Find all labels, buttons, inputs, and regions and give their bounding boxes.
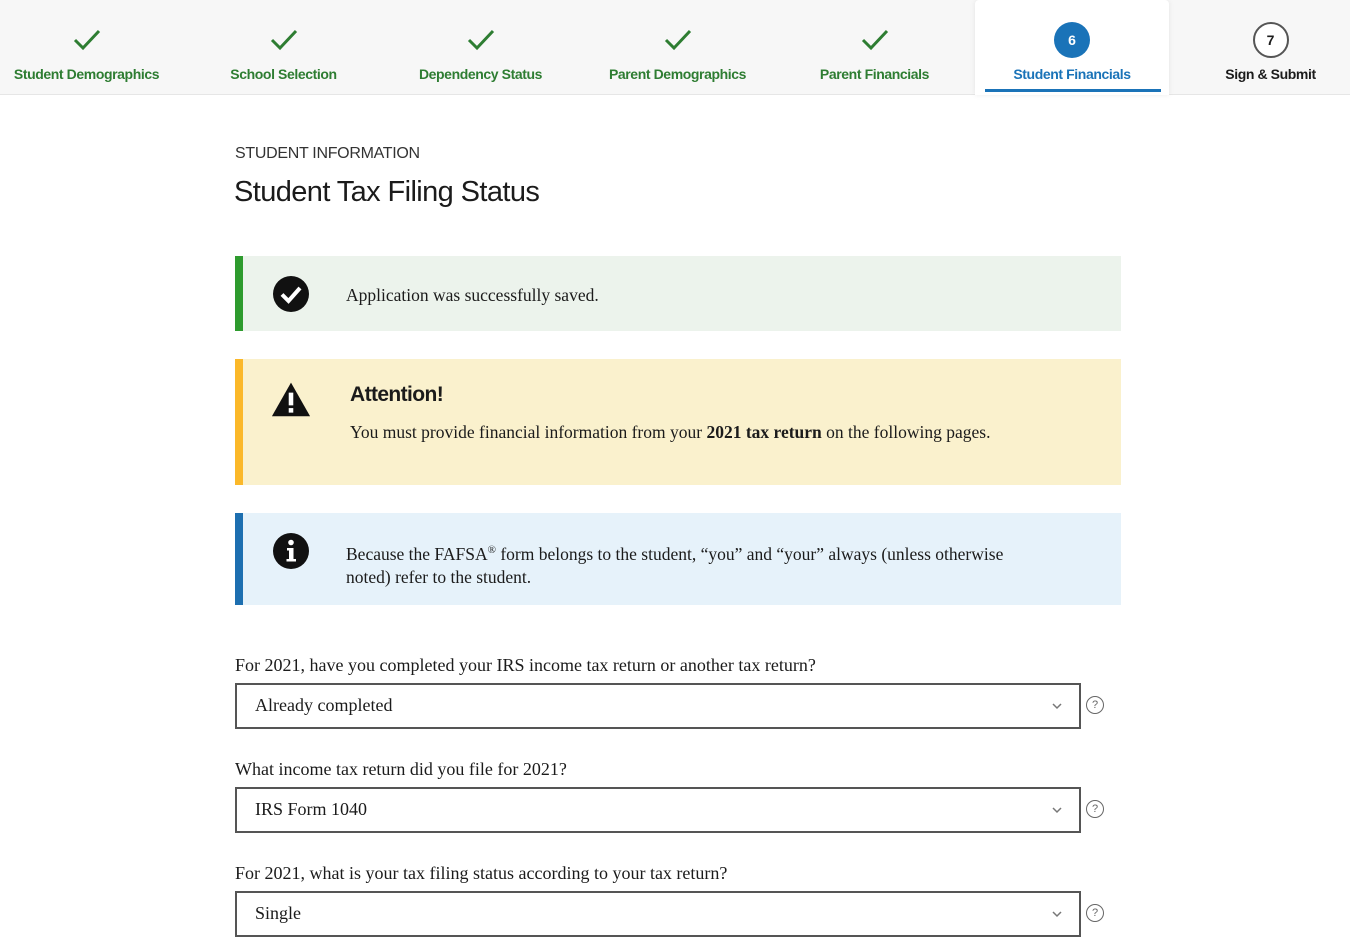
info-circle-icon [271,531,311,571]
step-label: School Selection [230,66,337,82]
step-sign-submit[interactable] [1172,0,1350,95]
active-step-underline [985,89,1161,92]
chevron-down-icon [1051,700,1063,712]
section-eyebrow: STUDENT INFORMATION [235,145,420,162]
chevron-down-icon [1051,804,1063,816]
step-student-demographics[interactable] [0,0,185,95]
checkmark-icon [660,22,696,58]
step-school-selection[interactable] [185,0,382,95]
step-student-financials[interactable] [975,0,1169,95]
warning-heading: Attention! [350,383,444,406]
warning-alert [235,359,1121,485]
page-title: Student Tax Filing Status [234,176,540,208]
select-value: Single [255,903,302,923]
tax-return-type-select[interactable] [235,787,1081,833]
select-value: IRS Form 1040 [255,799,368,819]
step-number-badge: 7 [1253,22,1289,58]
checkmark-icon [266,22,302,58]
step-label: Parent Demographics [608,66,747,82]
check-circle-icon [271,274,311,314]
checkmark-icon [69,22,105,58]
step-label: Sign & Submit [1225,66,1316,82]
warning-message: You must provide financial information from your 2021 tax return on the following pages. [350,422,991,442]
help-icon[interactable]: ? [1086,696,1104,714]
help-icon[interactable]: ? [1086,800,1104,818]
chevron-down-icon [1051,908,1063,920]
step-number-badge: 6 [1054,22,1090,58]
step-parent-financials[interactable] [776,0,973,95]
success-message: Application was successfully saved. [346,285,599,305]
question-label: For 2021, what is your tax filing status according to your tax return? [235,863,728,883]
tax-return-completed-select[interactable] [235,683,1081,729]
info-message: Because the FAFSA® form belongs to the student, “you” and “your” always (unless otherwise noted) refer to the student. [346,543,1004,587]
warning-triangle-icon [271,379,311,419]
info-alert [235,513,1121,605]
step-label: Parent Financials [819,66,930,82]
question-label: For 2021, have you completed your IRS income tax return or another tax return? [235,655,816,675]
step-label: Student Financials [1013,66,1131,82]
help-icon[interactable]: ? [1086,904,1104,922]
step-parent-demographics[interactable] [579,0,776,95]
select-value: Already completed [255,695,393,715]
filing-status-select[interactable] [235,891,1081,937]
success-alert [235,256,1121,331]
checkmark-icon [463,22,499,58]
checkmark-icon [857,22,893,58]
step-label: Dependency Status [418,66,543,82]
progress-stepper [0,0,1350,95]
step-label: Student Demographics [13,66,160,82]
step-dependency-status[interactable] [382,0,579,95]
question-label: What income tax return did you file for 2021? [235,759,567,779]
